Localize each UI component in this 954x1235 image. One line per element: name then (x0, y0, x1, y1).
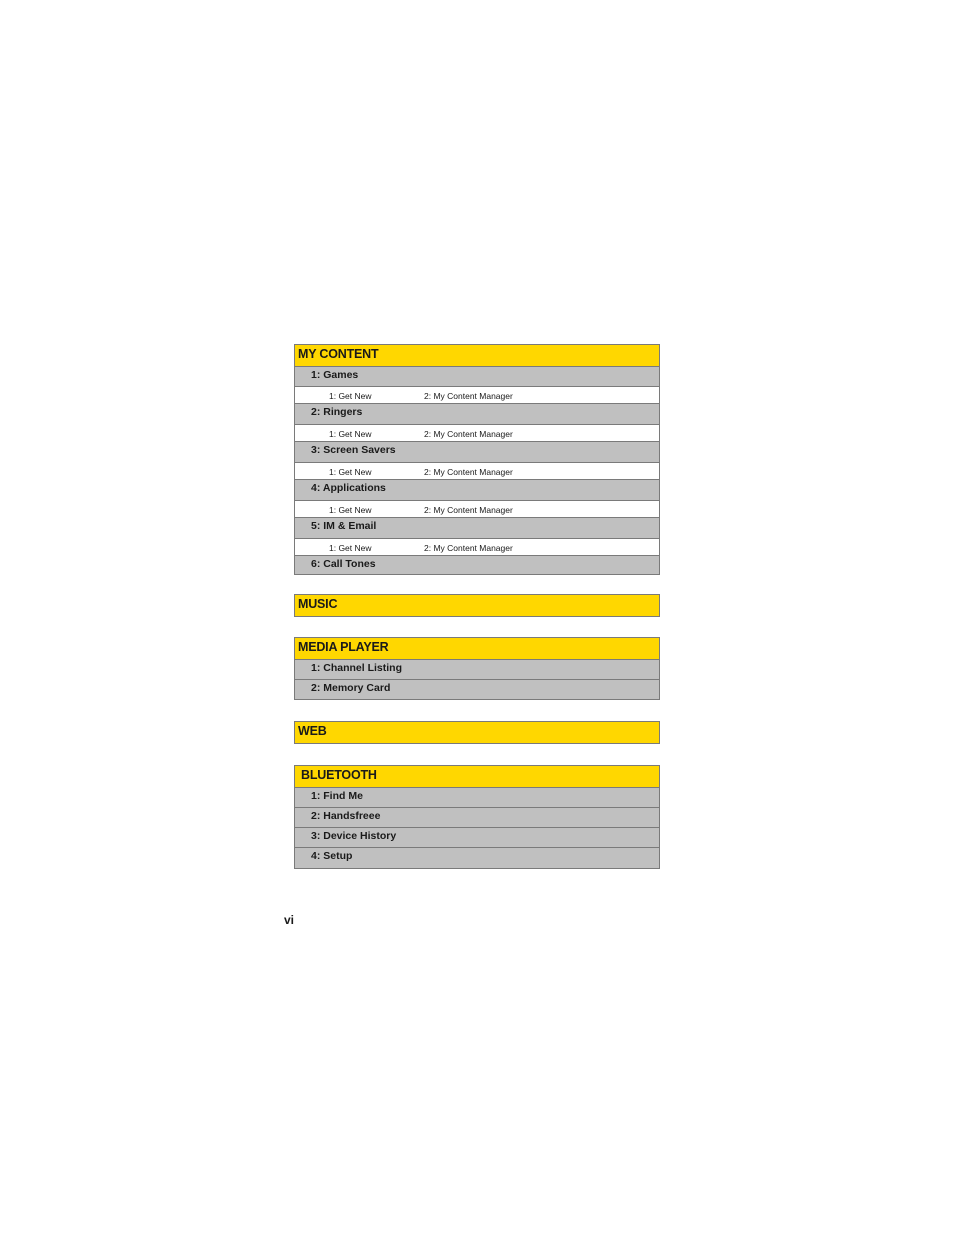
menu-item-ringers[interactable]: 2: Ringers (295, 403, 659, 424)
bluetooth-section (294, 765, 660, 869)
menu-item-call-tones[interactable]: 6: Call Tones (295, 555, 659, 574)
menu-item-device-history[interactable]: 3: Device History (295, 827, 659, 847)
bluetooth-header: BLUETOOTH (295, 766, 659, 787)
submenu-get-new[interactable]: 1: Get New (329, 543, 372, 553)
music-section (294, 594, 660, 617)
menu-item-memory-card[interactable]: 2: Memory Card (295, 679, 659, 699)
submenu-get-new[interactable]: 1: Get New (329, 429, 372, 439)
media-player-header: MEDIA PLAYER (295, 638, 659, 659)
menu-item-channel-listing[interactable]: 1: Channel Listing (295, 659, 659, 679)
music-header[interactable]: MUSIC (295, 595, 659, 616)
menu-item-handsfree[interactable]: 2: Handsfreee (295, 807, 659, 827)
menu-item-games[interactable]: 1: Games (295, 366, 659, 386)
my-content-section (294, 344, 660, 575)
menu-item-setup[interactable]: 4: Setup (295, 847, 659, 868)
submenu-get-new[interactable]: 1: Get New (329, 505, 372, 515)
submenu-my-content-manager[interactable]: 2: My Content Manager (424, 467, 513, 477)
menu-item-im-email[interactable]: 5: IM & Email (295, 517, 659, 538)
submenu-row-applications (295, 500, 659, 517)
my-content-header: MY CONTENT (295, 345, 659, 366)
submenu-get-new[interactable]: 1: Get New (329, 467, 372, 477)
page-number: vi (284, 913, 295, 927)
web-section (294, 721, 660, 744)
submenu-row-games (295, 386, 659, 403)
submenu-my-content-manager[interactable]: 2: My Content Manager (424, 429, 513, 439)
submenu-row-ringers (295, 424, 659, 441)
submenu-row-im-email (295, 538, 659, 555)
menu-item-find-me[interactable]: 1: Find Me (295, 787, 659, 807)
menu-item-applications[interactable]: 4: Applications (295, 479, 659, 500)
submenu-get-new[interactable]: 1: Get New (329, 391, 372, 401)
submenu-my-content-manager[interactable]: 2: My Content Manager (424, 391, 513, 401)
submenu-my-content-manager[interactable]: 2: My Content Manager (424, 505, 513, 515)
media-player-section (294, 637, 660, 700)
web-header[interactable]: WEB (295, 722, 659, 743)
submenu-my-content-manager[interactable]: 2: My Content Manager (424, 543, 513, 553)
submenu-row-screen-savers (295, 462, 659, 479)
menu-item-screen-savers[interactable]: 3: Screen Savers (295, 441, 659, 462)
